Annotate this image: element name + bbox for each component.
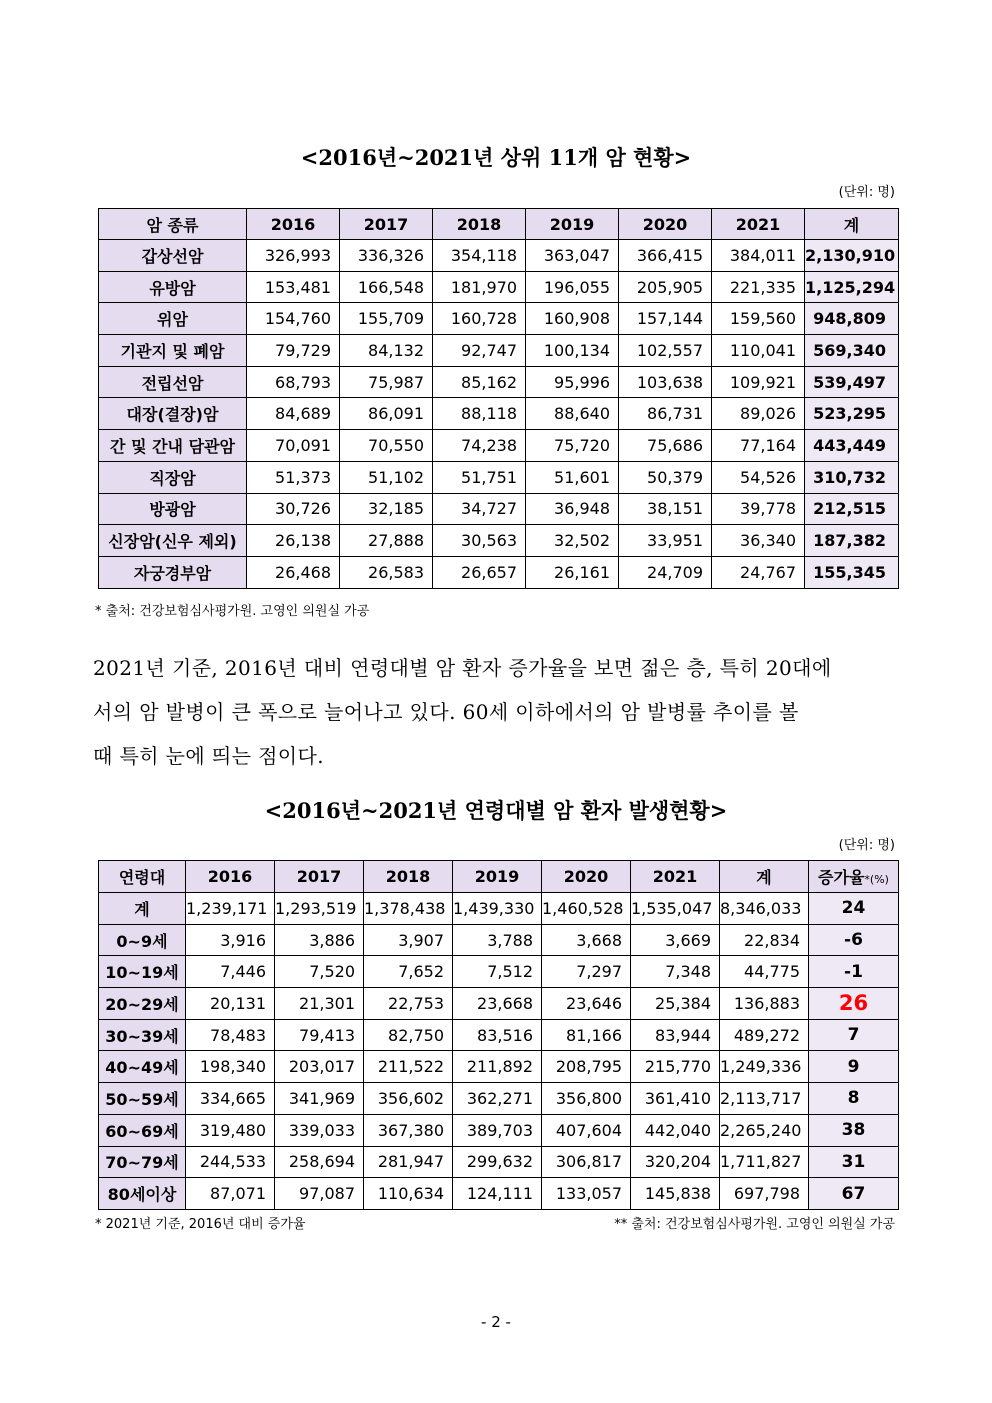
paragraph-line: 서의 암 발병이 큰 폭으로 늘어나고 있다. 60세 이하에서의 암 발병률 추이를 볼 <box>93 700 799 724</box>
table-row <box>99 1114 899 1146</box>
total-cell: 569,340 <box>805 335 899 367</box>
table-cell: 407,604 <box>542 1114 631 1146</box>
table-cell: 26,583 <box>340 556 433 588</box>
table-cell: 25,384 <box>631 988 720 1020</box>
table-cell: 154,760 <box>247 303 340 335</box>
total-cell: 22,834 <box>720 924 809 956</box>
total-cell: 697,798 <box>720 1178 809 1210</box>
table-cell: 244,533 <box>186 1146 275 1178</box>
column-header: 2016 <box>247 209 340 240</box>
total-cell: 2,113,717 <box>720 1083 809 1115</box>
table-cell: 3,907 <box>364 924 453 956</box>
table-cell: 26,468 <box>247 556 340 588</box>
table-cell: 39,778 <box>712 493 805 525</box>
column-header: 2018 <box>433 209 526 240</box>
growth-rate-cell: 38 <box>809 1114 899 1146</box>
table-cell: 211,522 <box>364 1051 453 1083</box>
column-header-label: 2016 <box>207 867 253 886</box>
column-header-label: 연령대 <box>118 868 166 887</box>
table-cell: 7,520 <box>275 956 364 988</box>
table-cell: 86,091 <box>340 398 433 430</box>
table-cell: 20,131 <box>186 988 275 1020</box>
table-cell: 362,271 <box>453 1083 542 1115</box>
table-cell: 3,916 <box>186 924 275 956</box>
table-cell: 24,767 <box>712 556 805 588</box>
table-cell: 160,908 <box>526 303 619 335</box>
table-cell: 363,047 <box>526 240 619 272</box>
table-cell: 334,665 <box>186 1083 275 1115</box>
table-row <box>99 956 899 988</box>
table-cell: 30,726 <box>247 493 340 525</box>
table-cell: 21,301 <box>275 988 364 1020</box>
table-cell: 68,793 <box>247 366 340 398</box>
table-cell: 110,634 <box>364 1178 453 1210</box>
table-cell: 306,817 <box>542 1146 631 1178</box>
table-cell: 97,087 <box>275 1178 364 1210</box>
table-cell: 336,326 <box>340 240 433 272</box>
table-cell: 36,340 <box>712 525 805 557</box>
table-cell: 341,969 <box>275 1083 364 1115</box>
table-row <box>99 430 899 462</box>
table-row <box>99 556 899 588</box>
column-header <box>364 861 453 893</box>
row-header: 20~29세 <box>99 988 186 1020</box>
total-cell: 523,295 <box>805 398 899 430</box>
table-cell: 103,638 <box>619 366 712 398</box>
total-cell: 2,265,240 <box>720 1114 809 1146</box>
column-header <box>809 861 899 893</box>
table-cell: 51,601 <box>526 461 619 493</box>
table-cell: 281,947 <box>364 1146 453 1178</box>
column-header-label: 2017 <box>296 867 342 886</box>
growth-rate-cell: 26 <box>809 988 899 1020</box>
table-cell: 100,134 <box>526 335 619 367</box>
paragraph-line: 때 특히 눈에 띄는 점이다. <box>93 744 324 768</box>
row-header: 10~19세 <box>99 956 186 988</box>
row-header: 대장(결장)암 <box>99 398 247 430</box>
table-cell: 3,788 <box>453 924 542 956</box>
table2-title: <2016년~2021년 연령대별 암 환자 발생현황> <box>264 798 728 823</box>
table-cell: 33,951 <box>619 525 712 557</box>
total-cell: 187,382 <box>805 525 899 557</box>
row-header: 70~79세 <box>99 1146 186 1178</box>
page-number: - 2 - <box>481 1313 511 1331</box>
row-header: 자궁경부암 <box>99 556 247 588</box>
table-cell: 23,668 <box>453 988 542 1020</box>
column-header: 계 <box>805 209 899 240</box>
table-cell: 54,526 <box>712 461 805 493</box>
table-cell: 88,640 <box>526 398 619 430</box>
table-cell: 3,886 <box>275 924 364 956</box>
total-cell: 2,130,910 <box>805 240 899 272</box>
column-header <box>631 861 720 893</box>
table-cell: 1,439,330 <box>453 893 542 925</box>
table-cell: 7,512 <box>453 956 542 988</box>
table-cell: 38,151 <box>619 493 712 525</box>
total-cell: 489,272 <box>720 1019 809 1051</box>
column-header <box>99 861 186 893</box>
table-cell: 326,993 <box>247 240 340 272</box>
total-cell: 948,809 <box>805 303 899 335</box>
table-cell: 50,379 <box>619 461 712 493</box>
table-cell: 215,770 <box>631 1051 720 1083</box>
column-header: 2019 <box>526 209 619 240</box>
table-cell: 26,161 <box>526 556 619 588</box>
table-cell: 84,132 <box>340 335 433 367</box>
table-cell: 34,727 <box>433 493 526 525</box>
table-cell: 356,800 <box>542 1083 631 1115</box>
table-cell: 384,011 <box>712 240 805 272</box>
column-header-label: 2021 <box>652 867 698 886</box>
table-cell: 51,373 <box>247 461 340 493</box>
growth-rate-cell: 24 <box>809 893 899 925</box>
table-cell: 319,480 <box>186 1114 275 1146</box>
row-header: 위암 <box>99 303 247 335</box>
column-header-label: 증가율 <box>818 868 865 887</box>
growth-rate-cell: 31 <box>809 1146 899 1178</box>
table-cell: 79,413 <box>275 1019 364 1051</box>
table-cell: 198,340 <box>186 1051 275 1083</box>
table-cell: 361,410 <box>631 1083 720 1115</box>
row-header: 0~9세 <box>99 924 186 956</box>
table2-source: ** 출처: 건강보험심사평가원. 고영인 의원실 가공 <box>614 1217 895 1232</box>
table-cell: 26,138 <box>247 525 340 557</box>
table-row <box>99 988 899 1020</box>
table-row <box>99 924 899 956</box>
growth-rate-cell: -6 <box>809 924 899 956</box>
table-cell: 77,164 <box>712 430 805 462</box>
table-cell: 153,481 <box>247 271 340 303</box>
table-cell: 7,446 <box>186 956 275 988</box>
table-row <box>99 1019 899 1051</box>
row-header: 계 <box>99 893 186 925</box>
growth-rate-cell: 67 <box>809 1178 899 1210</box>
table-row <box>99 303 899 335</box>
table-cell: 7,348 <box>631 956 720 988</box>
table-cell: 27,888 <box>340 525 433 557</box>
row-header: 60~69세 <box>99 1114 186 1146</box>
growth-rate-cell: 7 <box>809 1019 899 1051</box>
table-cell: 124,111 <box>453 1178 542 1210</box>
table-row <box>99 493 899 525</box>
total-cell: 1,711,827 <box>720 1146 809 1178</box>
table-cell: 70,091 <box>247 430 340 462</box>
table-cell: 1,293,519 <box>275 893 364 925</box>
row-header: 간 및 간내 담관암 <box>99 430 247 462</box>
table-cell: 203,017 <box>275 1051 364 1083</box>
total-cell: 443,449 <box>805 430 899 462</box>
column-header: 암 종류 <box>99 209 247 240</box>
table-cell: 23,646 <box>542 988 631 1020</box>
table-row <box>99 1083 899 1115</box>
table-cell: 102,557 <box>619 335 712 367</box>
total-cell: 310,732 <box>805 461 899 493</box>
table-cell: 299,632 <box>453 1146 542 1178</box>
table-cell: 389,703 <box>453 1114 542 1146</box>
table1-unit: (단위: 명) <box>838 185 895 200</box>
table-cell: 75,686 <box>619 430 712 462</box>
table-cell: 133,057 <box>542 1178 631 1210</box>
column-header-label: 2020 <box>563 867 609 886</box>
table-cell: 83,944 <box>631 1019 720 1051</box>
growth-rate-cell: 8 <box>809 1083 899 1115</box>
table-cell: 95,996 <box>526 366 619 398</box>
row-header: 직장암 <box>99 461 247 493</box>
table-cell: 82,750 <box>364 1019 453 1051</box>
table-cell: 32,502 <box>526 525 619 557</box>
row-header: 갑상선암 <box>99 240 247 272</box>
column-header <box>275 861 364 893</box>
table-cell: 1,535,047 <box>631 893 720 925</box>
row-header: 50~59세 <box>99 1083 186 1115</box>
table-row <box>99 335 899 367</box>
row-header: 40~49세 <box>99 1051 186 1083</box>
table-row <box>99 1051 899 1083</box>
table-cell: 354,118 <box>433 240 526 272</box>
total-cell: 212,515 <box>805 493 899 525</box>
table-cell: 51,102 <box>340 461 433 493</box>
table-cell: 181,970 <box>433 271 526 303</box>
table-cell: 320,204 <box>631 1146 720 1178</box>
table-cell: 30,563 <box>433 525 526 557</box>
table-cell: 208,795 <box>542 1051 631 1083</box>
table-cell: 79,729 <box>247 335 340 367</box>
table-cell: 70,550 <box>340 430 433 462</box>
row-header: 80세이상 <box>99 1178 186 1210</box>
row-header: 전립선암 <box>99 366 247 398</box>
table-cell: 145,838 <box>631 1178 720 1210</box>
table-cell: 356,602 <box>364 1083 453 1115</box>
table-cell: 211,892 <box>453 1051 542 1083</box>
table1-source: * 출처: 건강보험심사평가원. 고영인 의원실 가공 <box>95 604 370 619</box>
table-cell: 75,720 <box>526 430 619 462</box>
table-cell: 26,657 <box>433 556 526 588</box>
table-row <box>99 271 899 303</box>
table-cell: 81,166 <box>542 1019 631 1051</box>
table-row <box>99 1146 899 1178</box>
growth-rate-cell: -1 <box>809 956 899 988</box>
table-cell: 3,668 <box>542 924 631 956</box>
table-cell: 1,460,528 <box>542 893 631 925</box>
table-cell: 109,921 <box>712 366 805 398</box>
table-cell: 221,335 <box>712 271 805 303</box>
column-header: 2017 <box>340 209 433 240</box>
top11-cancer-table <box>98 208 899 589</box>
table-cell: 83,516 <box>453 1019 542 1051</box>
table-cell: 78,483 <box>186 1019 275 1051</box>
table-cell: 160,728 <box>433 303 526 335</box>
row-header: 신장암(신우 제외) <box>99 525 247 557</box>
table-cell: 258,694 <box>275 1146 364 1178</box>
column-header: 2021 <box>712 209 805 240</box>
body-paragraph <box>93 646 898 778</box>
column-header-label: 2019 <box>474 867 520 886</box>
table1-title: <2016년~2021년 상위 11개 암 현황> <box>300 145 692 170</box>
table-row <box>99 1178 899 1210</box>
total-cell: 155,345 <box>805 556 899 588</box>
total-cell: 44,775 <box>720 956 809 988</box>
table-cell: 24,709 <box>619 556 712 588</box>
table-row <box>99 366 899 398</box>
table-row <box>99 461 899 493</box>
table-cell: 7,652 <box>364 956 453 988</box>
table-cell: 22,753 <box>364 988 453 1020</box>
table-row <box>99 398 899 430</box>
table-cell: 92,747 <box>433 335 526 367</box>
table-cell: 87,071 <box>186 1178 275 1210</box>
table2-unit: (단위: 명) <box>838 838 895 853</box>
column-header <box>542 861 631 893</box>
table-cell: 339,033 <box>275 1114 364 1146</box>
row-header: 방광암 <box>99 493 247 525</box>
table-row <box>99 240 899 272</box>
table-cell: 110,041 <box>712 335 805 367</box>
total-cell: 136,883 <box>720 988 809 1020</box>
column-header <box>186 861 275 893</box>
row-header: 유방암 <box>99 271 247 303</box>
table-cell: 367,380 <box>364 1114 453 1146</box>
table-cell: 157,144 <box>619 303 712 335</box>
row-header: 30~39세 <box>99 1019 186 1051</box>
rate-unit-label: *(%) <box>864 873 889 886</box>
growth-rate-cell: 9 <box>809 1051 899 1083</box>
table-cell: 1,378,438 <box>364 893 453 925</box>
table-cell: 32,185 <box>340 493 433 525</box>
table-cell: 51,751 <box>433 461 526 493</box>
column-header-label: 계 <box>756 868 772 887</box>
total-cell: 8,346,033 <box>720 893 809 925</box>
table2-note: * 2021년 기준, 2016년 대비 증가율 <box>95 1217 306 1232</box>
table-cell: 85,162 <box>433 366 526 398</box>
table-cell: 442,040 <box>631 1114 720 1146</box>
column-header <box>453 861 542 893</box>
total-cell: 539,497 <box>805 366 899 398</box>
column-header-label: 2018 <box>385 867 431 886</box>
table-cell: 88,118 <box>433 398 526 430</box>
table-cell: 159,560 <box>712 303 805 335</box>
row-header: 기관지 및 폐암 <box>99 335 247 367</box>
table-cell: 75,987 <box>340 366 433 398</box>
table-row <box>99 525 899 557</box>
table-cell: 89,026 <box>712 398 805 430</box>
table-cell: 166,548 <box>340 271 433 303</box>
table-row <box>99 893 899 925</box>
total-cell: 1,125,294 <box>805 271 899 303</box>
table-cell: 366,415 <box>619 240 712 272</box>
table-cell: 155,709 <box>340 303 433 335</box>
table-cell: 3,669 <box>631 924 720 956</box>
table-cell: 7,297 <box>542 956 631 988</box>
total-cell: 1,249,336 <box>720 1051 809 1083</box>
table-cell: 196,055 <box>526 271 619 303</box>
column-header: 2020 <box>619 209 712 240</box>
table-cell: 74,238 <box>433 430 526 462</box>
table-cell: 86,731 <box>619 398 712 430</box>
table-cell: 205,905 <box>619 271 712 303</box>
age-group-cancer-table <box>98 860 899 1210</box>
table-cell: 84,689 <box>247 398 340 430</box>
table-cell: 1,239,171 <box>186 893 275 925</box>
column-header <box>720 861 809 893</box>
paragraph-line: 2021년 기준, 2016년 대비 연령대별 암 환자 증가율을 보면 젊은 층, 특히 20대에 <box>93 656 832 680</box>
table-cell: 36,948 <box>526 493 619 525</box>
